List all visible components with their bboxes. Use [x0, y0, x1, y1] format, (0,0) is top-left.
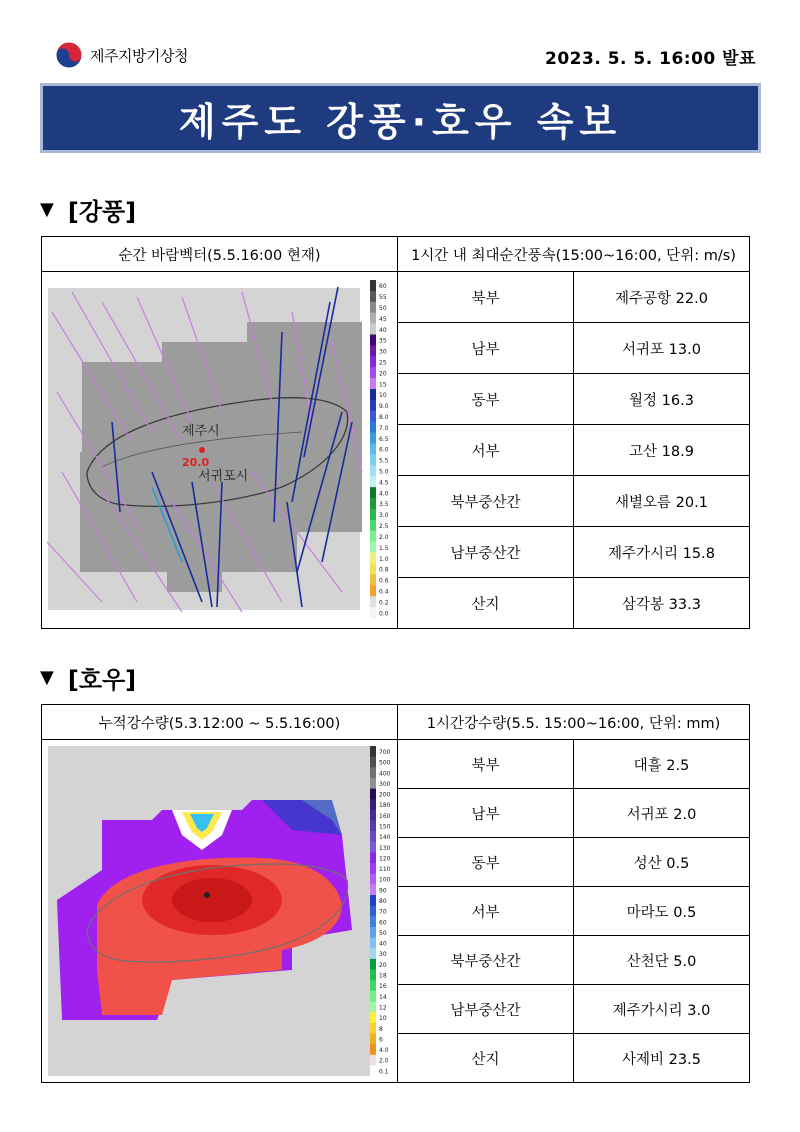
legend-label: 70 [379, 908, 387, 916]
wind-value-south-mid: 제주가시리 15.8 [574, 527, 750, 578]
legend-label: 0.2 [379, 599, 389, 607]
legend-label: 7.0 [379, 424, 389, 432]
legend-swatch [370, 852, 376, 863]
legend-label: 4.5 [379, 479, 389, 487]
legend-label: 120 [379, 855, 391, 863]
legend-label: 700 [379, 748, 391, 756]
rain-section-label: [호우] [67, 666, 137, 694]
legend-label: 10 [379, 1015, 387, 1023]
legend-swatch [370, 553, 376, 564]
legend-label: 2.5 [379, 523, 389, 531]
legend-label: 0.0 [379, 610, 389, 618]
rain-region-east: 동부 [398, 838, 574, 887]
legend-swatch [370, 542, 376, 553]
legend-label: 6 [379, 1036, 383, 1044]
rain-value-south: 서귀포 2.0 [574, 789, 750, 838]
legend-swatch [370, 444, 376, 455]
rain-value-north: 대흘 2.5 [574, 740, 750, 789]
wind-panel [41, 236, 750, 629]
legend-swatch [370, 1044, 376, 1055]
legend-label: 18 [379, 972, 387, 980]
legend-label: 0.1 [379, 1068, 389, 1076]
rain-region-south: 남부 [398, 789, 574, 838]
legend-swatch [370, 874, 376, 885]
legend-label: 130 [379, 844, 391, 852]
legend-swatch [370, 938, 376, 949]
legend-swatch [370, 476, 376, 487]
legend-swatch [370, 1065, 376, 1076]
wind-value-west: 고산 18.9 [574, 425, 750, 476]
rain-value-mountain: 사제비 23.5 [574, 1034, 750, 1083]
legend-swatch [370, 980, 376, 991]
legend-label: 150 [379, 823, 391, 831]
legend-swatch [370, 959, 376, 970]
legend-label: 55 [379, 294, 387, 302]
legend-swatch [370, 563, 376, 574]
wind-legend [370, 280, 389, 618]
legend-label: 35 [379, 337, 387, 345]
legend-label: 4.0 [379, 1047, 389, 1055]
legend-swatch [370, 1023, 376, 1034]
wind-value-mountain: 삼각봉 33.3 [574, 578, 750, 629]
legend-swatch [370, 389, 376, 400]
legend-swatch [370, 948, 376, 959]
legend-swatch [370, 585, 376, 596]
legend-label: 90 [379, 887, 387, 895]
legend-swatch [370, 746, 376, 757]
legend-swatch [370, 810, 376, 821]
triangle-down-icon: ▼ [40, 199, 54, 220]
legend-swatch [370, 454, 376, 465]
wind-map-label-jeju: 제주시 [182, 424, 220, 439]
legend-label: 200 [379, 791, 391, 799]
legend-label: 15 [379, 381, 387, 389]
wind-value-north: 제주공항 22.0 [574, 272, 750, 323]
legend-swatch [370, 916, 376, 927]
legend-swatch [370, 280, 376, 291]
legend-swatch [370, 789, 376, 800]
rain-value-south-mid: 제주가시리 3.0 [574, 985, 750, 1034]
legend-label: 100 [379, 876, 391, 884]
wind-region-south: 남부 [398, 323, 574, 374]
legend-swatch [370, 1012, 376, 1023]
wind-section-label: [강풍] [67, 198, 137, 226]
legend-label: 1.5 [379, 544, 389, 552]
agency-name: 제주지방기상청 [90, 46, 188, 65]
legend-label: 500 [379, 759, 391, 767]
wind-table-title: 1시간 내 최대순간풍속(15:00~16:00, 단위: m/s) [398, 237, 750, 272]
legend-label: 2.0 [379, 1057, 389, 1065]
legend-swatch [370, 884, 376, 895]
legend-label: 8 [379, 1025, 383, 1033]
legend-swatch [370, 324, 376, 335]
legend-swatch [370, 465, 376, 476]
legend-swatch [370, 1001, 376, 1012]
legend-label: 9.0 [379, 403, 389, 411]
wind-value-south: 서귀포 13.0 [574, 323, 750, 374]
legend-swatch [370, 400, 376, 411]
legend-swatch [370, 356, 376, 367]
legend-swatch [370, 411, 376, 422]
legend-label: 5.5 [379, 457, 389, 465]
legend-swatch [370, 531, 376, 542]
legend-label: 50 [379, 929, 387, 937]
legend-swatch [370, 778, 376, 789]
legend-label: 110 [379, 866, 391, 874]
rain-region-west: 서부 [398, 887, 574, 936]
rain-panel [41, 704, 750, 1083]
legend-swatch [370, 433, 376, 444]
title-banner [40, 83, 761, 153]
legend-swatch [370, 422, 376, 433]
legend-swatch [370, 757, 376, 768]
legend-label: 5.0 [379, 468, 389, 476]
rain-map-title: 누적강수량(5.3.12:00 ~ 5.5.16:00) [42, 705, 398, 740]
wind-map-title: 순간 바람벡터(5.5.16:00 현재) [42, 237, 398, 272]
legend-label: 40 [379, 326, 387, 334]
legend-label: 45 [379, 315, 387, 323]
wind-region-west: 서부 [398, 425, 574, 476]
legend-swatch [370, 895, 376, 906]
legend-swatch [370, 607, 376, 618]
legend-swatch [370, 313, 376, 324]
rain-region-north: 북부 [398, 740, 574, 789]
legend-label: 25 [379, 359, 387, 367]
rain-value-west: 마라도 0.5 [574, 887, 750, 936]
legend-label: 0.8 [379, 566, 389, 574]
legend-label: 16 [379, 983, 387, 991]
legend-label: 3.0 [379, 512, 389, 520]
wind-section-heading [40, 192, 136, 227]
header [0, 0, 800, 80]
wind-map-label-seogwipo: 서귀포시 [198, 469, 249, 484]
legend-swatch [370, 1055, 376, 1066]
legend-label: 40 [379, 940, 387, 948]
legend-swatch [370, 799, 376, 810]
legend-label: 20 [379, 370, 387, 378]
legend-label: 0.6 [379, 577, 389, 585]
legend-label: 1.0 [379, 555, 389, 563]
legend-label: 400 [379, 770, 391, 778]
legend-swatch [370, 1033, 376, 1044]
legend-swatch [370, 970, 376, 981]
wind-map-value: 20.0 [182, 456, 210, 469]
legend-label: 60 [379, 919, 387, 927]
wind-region-south-mid: 남부중산간 [398, 527, 574, 578]
legend-label: 160 [379, 812, 391, 820]
wind-region-north-mid: 북부중산간 [398, 476, 574, 527]
legend-swatch [370, 291, 376, 302]
legend-swatch [370, 927, 376, 938]
legend-label: 60 [379, 283, 387, 291]
page-title: 제주도 강풍·호우 속보 [178, 99, 623, 144]
wind-value-east: 월정 16.3 [574, 374, 750, 425]
legend-swatch [370, 831, 376, 842]
legend-label: 8.0 [379, 414, 389, 422]
legend-label: 180 [379, 802, 391, 810]
legend-label: 140 [379, 834, 391, 842]
legend-swatch [370, 378, 376, 389]
legend-label: 80 [379, 898, 387, 906]
legend-label: 30 [379, 951, 387, 959]
legend-label: 12 [379, 1004, 387, 1012]
legend-swatch [370, 821, 376, 832]
legend-swatch [370, 302, 376, 313]
wind-region-north: 북부 [398, 272, 574, 323]
issued-time: 2023. 5. 5. 16:00 발표 [545, 49, 756, 69]
wind-value-north-mid: 새별오름 20.1 [574, 476, 750, 527]
wind-map-cell [42, 272, 398, 629]
rain-region-mountain: 산지 [398, 1034, 574, 1083]
legend-swatch [370, 520, 376, 531]
legend-label: 6.0 [379, 446, 389, 454]
legend-label: 0.4 [379, 588, 389, 596]
wind-region-east: 동부 [398, 374, 574, 425]
legend-swatch [370, 767, 376, 778]
rain-region-south-mid: 남부중산간 [398, 985, 574, 1034]
legend-swatch [370, 509, 376, 520]
wind-region-mountain: 산지 [398, 578, 574, 629]
legend-swatch [370, 906, 376, 917]
taegeuk-icon [54, 40, 84, 70]
triangle-down-icon: ▼ [40, 667, 54, 688]
rain-accumulation-map [42, 740, 397, 1081]
legend-label: 20 [379, 961, 387, 969]
legend-swatch [370, 842, 376, 853]
rain-section-heading [40, 660, 136, 695]
legend-swatch [370, 367, 376, 378]
legend-label: 14 [379, 993, 387, 1001]
rain-value-east: 성산 0.5 [574, 838, 750, 887]
legend-label: 4.0 [379, 490, 389, 498]
rain-region-north-mid: 북부중산간 [398, 936, 574, 985]
legend-label: 50 [379, 304, 387, 312]
legend-label: 6.5 [379, 435, 389, 443]
legend-label: 10 [379, 392, 387, 400]
legend-swatch [370, 345, 376, 356]
legend-swatch [370, 863, 376, 874]
legend-swatch [370, 335, 376, 346]
rain-map-cell [42, 740, 398, 1083]
legend-swatch [370, 574, 376, 585]
legend-swatch [370, 991, 376, 1002]
legend-label: 300 [379, 780, 391, 788]
rain-value-north-mid: 산천단 5.0 [574, 936, 750, 985]
legend-label: 2.0 [379, 533, 389, 541]
legend-label: 3.5 [379, 501, 389, 509]
legend-label: 30 [379, 348, 387, 356]
rain-table-title: 1시간강수량(5.5. 15:00~16:00, 단위: mm) [398, 705, 750, 740]
wind-vector-map [42, 272, 397, 625]
legend-swatch [370, 498, 376, 509]
agency-logo [54, 40, 188, 70]
legend-swatch [370, 596, 376, 607]
legend-swatch [370, 487, 376, 498]
